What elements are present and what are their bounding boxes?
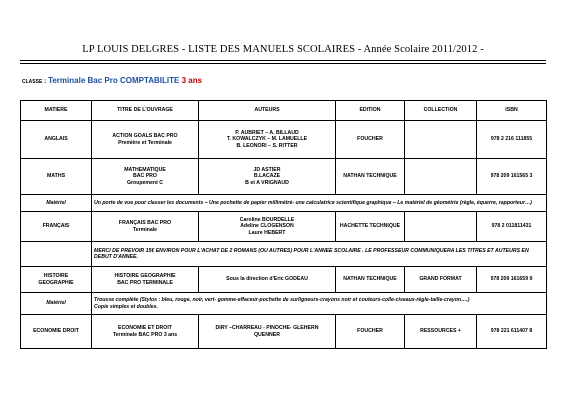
cell-isbn: 978 209 161565 3 (477, 159, 547, 195)
cell-titre: FRANÇAIS BAC PRO Terminale (92, 212, 199, 242)
cell-materiel-note: Un porte de vue pour classer les documents – Une pochette de papier millimétré- une calculatrice scientifique graphique – Le matériel de géométrie (règle, équerre, rapporteur…) (92, 195, 547, 212)
cell-auteurs: Caroline BOURDELLE Adeline CLOGENSON Laure HEBERT (199, 212, 336, 242)
cell-matiere: ECONOMIE DROIT (21, 315, 92, 349)
cell-isbn: 978 2 011811431 (477, 212, 547, 242)
page-title: LP LOUIS DELGRES - LISTE DES MANUELS SCOLAIRES - Année Scolaire 2011/2012 - (82, 44, 484, 55)
cell-matiere: ANGLAIS (21, 121, 92, 159)
cell-titre: HISTOIRE GEOGRAPHIE BAC PRO TERMINALE (92, 267, 199, 293)
cell-materiel-label: Matériel (21, 293, 92, 315)
classe-duration: 3 ans (181, 76, 203, 85)
classe-line (22, 76, 202, 85)
cell-collection (405, 212, 477, 242)
title-rule-thick (20, 60, 546, 61)
header-titre: TITRE DE L'OUVRAGE (92, 101, 199, 121)
cell-edition: FOUCHER (336, 315, 405, 349)
header-matiere: MATIERE (21, 101, 92, 121)
cell-isbn: 978 209 161659 9 (477, 267, 547, 293)
table-row (21, 212, 547, 242)
table-row (21, 195, 547, 212)
cell-matiere: MATHS (21, 159, 92, 195)
cell-empty (21, 242, 92, 267)
cell-edition: HACHETTE TECHNIQUE (336, 212, 405, 242)
table-row (21, 315, 547, 349)
title-rule-thin (20, 63, 546, 64)
cell-auteurs: JD ASTIER B.LACAZE B et A VRIGNAUD (199, 159, 336, 195)
cell-edition: NATHAN TECHNIQUE (336, 159, 405, 195)
cell-materiel-label: Matériel (21, 195, 92, 212)
table-row (21, 293, 547, 315)
table-row (21, 121, 547, 159)
classe-label: CLASSE (22, 79, 43, 85)
classe-sep: : (42, 78, 49, 85)
header-auteurs: AUTEURS (199, 101, 336, 121)
cell-collection (405, 121, 477, 159)
cell-matiere: FRANÇAIS (21, 212, 92, 242)
table-row (21, 242, 547, 267)
cell-titre: ACTION GOALS BAC PRO Première et Terminale (92, 121, 199, 159)
cell-titre: ECONOMIE ET DROIT Terminale BAC PRO 3 ans (92, 315, 199, 349)
header-collection: COLLECTION (405, 101, 477, 121)
cell-materiel-note: Trousse complète (Stylos : bleu, rouge, noir, vert- gomme-effaceur-pochette de surligneurs-crayons noir et couleurs-colle-ciseaux-règle-taille-crayon….) Copie simples et doubles. (92, 293, 547, 315)
cell-collection: RESSOURCES + (405, 315, 477, 349)
classe-value: Terminale Bac Pro COMPTABILITE (48, 76, 182, 85)
header-edition: EDITION (336, 101, 405, 121)
cell-auteurs: DIRY –CHARREAU - PINOCHE- GLEHERN QUENNER (199, 315, 336, 349)
header-isbn: ISBN (477, 101, 547, 121)
cell-edition: FOUCHER (336, 121, 405, 159)
cell-collection: GRAND FORMAT (405, 267, 477, 293)
cell-auteurs: P. AUBRIET – A. BILLAUD T. KOWALCZYK – M. LAMUELLE B. LEONORI – S. RITTER (199, 121, 336, 159)
table-row (21, 267, 547, 293)
cell-auteurs: Sous la direction d'Eric GODEAU (199, 267, 336, 293)
cell-collection (405, 159, 477, 195)
cell-isbn: 978 2 216 111855 (477, 121, 547, 159)
cell-isbn: 978 221 611407 8 (477, 315, 547, 349)
cell-matiere: HISTOIRE GEOGRAPHIE (21, 267, 92, 293)
table-row (21, 159, 547, 195)
cell-prevoir-note: MERCI DE PREVOIR 15€ ENVIRON POUR L'ACHAT DE 2 ROMANS (OU AUTRES) POUR L'ANNEE SCOLAIRE . LE PROFESSEUR COMMUNIQUERA LES TITRES ET AUTEURS EN DEBUT D'ANNEE. (92, 242, 547, 267)
table-header-row (21, 101, 547, 121)
cell-titre: MATHEMATIQUE BAC PRO Groupement C (92, 159, 199, 195)
manuals-table (20, 100, 547, 349)
cell-edition: NATHAN TECHNIQUE (336, 267, 405, 293)
